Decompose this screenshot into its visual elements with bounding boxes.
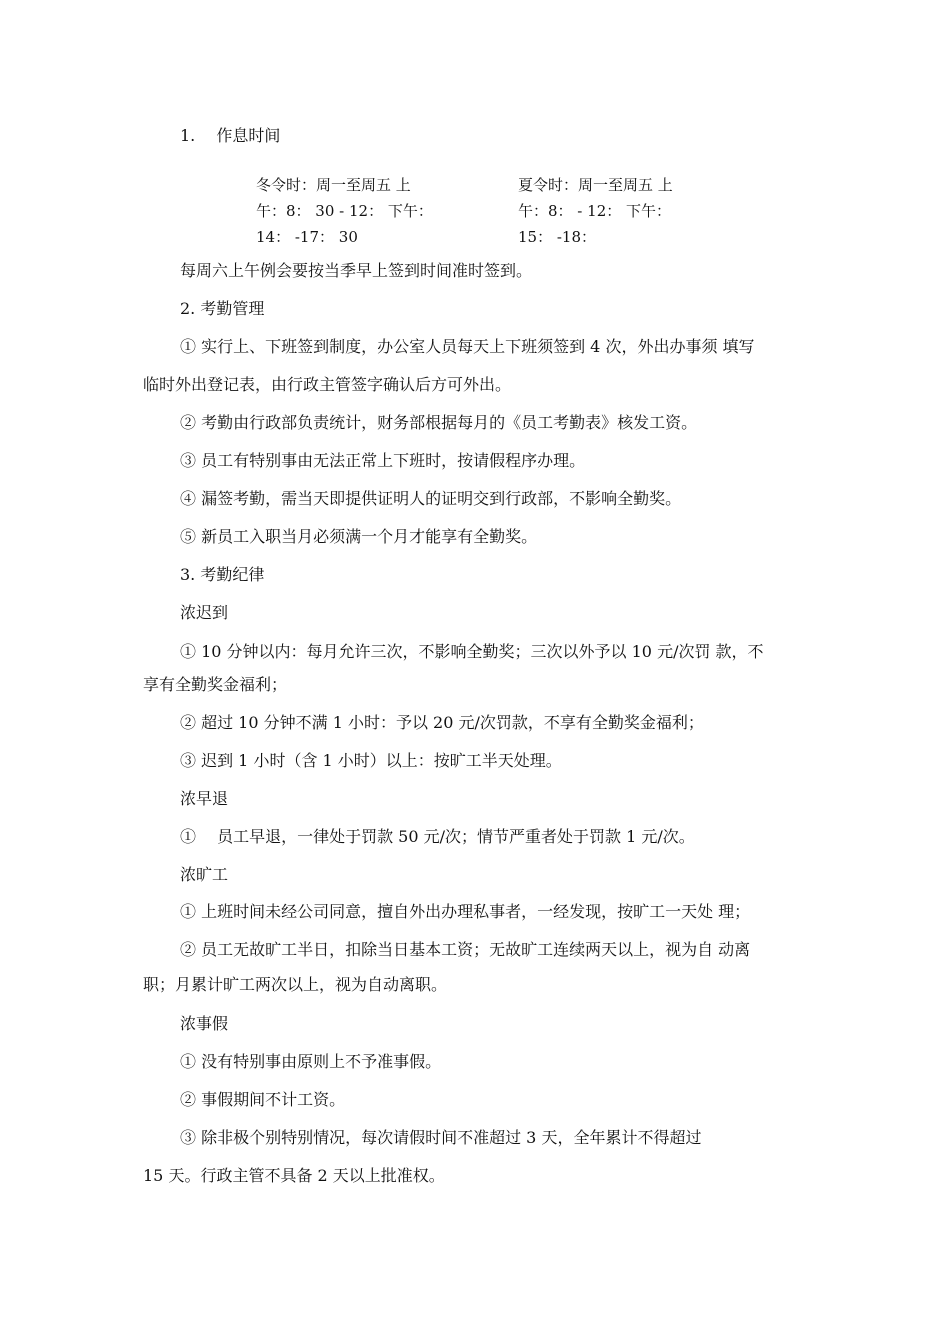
winter-schedule (256, 172, 433, 250)
early-leave-heading: 浓早退 (180, 789, 229, 808)
personal-leave-item-2: ② 事假期间不计工资。 (180, 1090, 346, 1109)
absence-item-2-cont: 职；月累计旷工两次以上，视为自动离职。 (143, 975, 448, 994)
winter-schedule-line-1: 冬令时：周一至周五 上 (256, 176, 411, 194)
section-2-item-4: ④ 漏签考勤，需当天即提供证明人的证明交到行政部，不影响全勤奖。 (180, 489, 682, 508)
late-item-2: ② 超过 10 分钟不满 1 小时：予以 20 元/次罚款，不享有全勤奖金福利； (180, 713, 704, 732)
summer-schedule-line-3: 15： -18： (518, 228, 597, 246)
section-1-heading: 1. 作息时间 (180, 126, 281, 145)
absence-heading: 浓旷工 (180, 865, 229, 884)
section-2-item-1: ① 实行上、下班签到制度，办公室人员每天上下班须签到 4 次，外出办事须 填写 (180, 337, 755, 356)
late-item-1-cont: 享有全勤奖金福利； (143, 675, 288, 694)
section-2-item-1-cont: 临时外出登记表，由行政主管签字确认后方可外出。 (143, 375, 512, 394)
summer-schedule (518, 172, 673, 250)
personal-leave-item-1: ① 没有特别事由原则上不予准事假。 (180, 1052, 442, 1071)
summer-schedule-line-1: 夏令时：周一至周五 上 (518, 176, 673, 194)
late-item-3: ③ 迟到 1 小时（含 1 小时）以上：按旷工半天处理。 (180, 751, 562, 770)
early-leave-item-1: ① 员工早退，一律处于罚款 50 元/次；情节严重者处于罚款 1 元/次。 (180, 827, 695, 846)
late-item-1: ① 10 分钟以内：每月允许三次，不影响全勤奖；三次以外予以 10 元/次罚 款，不 (180, 642, 764, 661)
late-heading: 浓迟到 (180, 603, 229, 622)
winter-schedule-line-3: 14： -17： 30 (256, 228, 358, 246)
weekly-meeting-note: 每周六上午例会要按当季早上签到时间准时签到。 (180, 261, 533, 280)
section-2-heading: 2. 考勤管理 (180, 299, 265, 318)
absence-item-2: ② 员工无故旷工半日，扣除当日基本工资；无故旷工连续两天以上，视为自 动离 (180, 940, 751, 959)
section-3-heading: 3. 考勤纪律 (180, 565, 265, 584)
absence-item-1: ① 上班时间未经公司同意，擅自外出办理私事者，一经发现，按旷工一天处 理； (180, 902, 751, 921)
section-2-item-5: ⑤ 新员工入职当月必须满一个月才能享有全勤奖。 (180, 527, 538, 546)
section-2-item-2: ② 考勤由行政部负责统计，财务部根据每月的《员工考勤表》核发工资。 (180, 413, 698, 432)
summer-schedule-line-2: 午：8： - 12： 下午： (518, 202, 672, 220)
personal-leave-heading: 浓事假 (180, 1014, 229, 1033)
personal-leave-item-3: ③ 除非极个别特别情况，每次请假时间不准超过 3 天，全年累计不得超过 (180, 1128, 702, 1147)
personal-leave-item-3-cont: 15 天。行政主管不具备 2 天以上批准权。 (143, 1166, 445, 1185)
winter-schedule-line-2: 午：8： 30 - 12： 下午： (256, 202, 433, 220)
section-2-item-3: ③ 员工有特别事由无法正常上下班时，按请假程序办理。 (180, 451, 586, 470)
